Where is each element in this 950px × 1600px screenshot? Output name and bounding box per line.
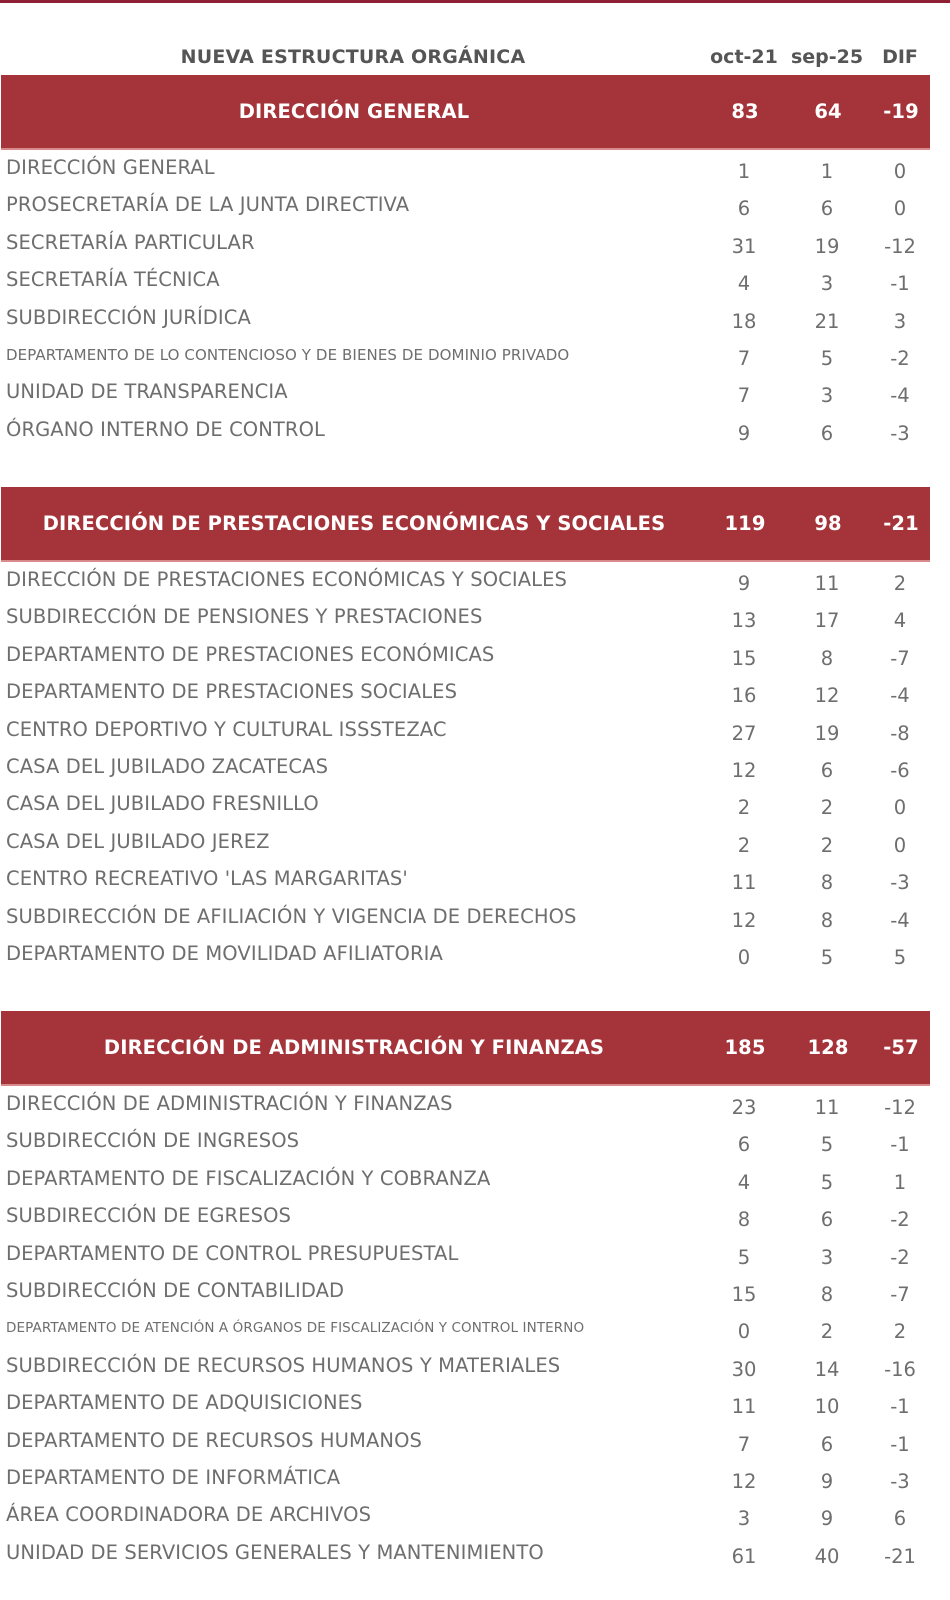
row-oct21: 12 — [731, 908, 757, 932]
table-row — [0, 340, 950, 377]
row-label: PROSECRETARÍA DE LA JUNTA DIRECTIVA — [6, 193, 410, 217]
row-dif: 0 — [893, 833, 907, 857]
row-dif: -1 — [890, 272, 910, 296]
table-row — [0, 902, 950, 939]
table-row — [0, 190, 950, 227]
row-dif: -21 — [884, 1544, 916, 1568]
row-oct21: 4 — [737, 272, 751, 296]
row-label: ÓRGANO INTERNO DE CONTROL — [6, 417, 325, 441]
section-oct21: 119 — [724, 512, 766, 535]
row-dif: -6 — [890, 759, 910, 782]
row-label: UNIDAD DE TRANSPARENCIA — [6, 380, 288, 404]
row-oct21: 16 — [731, 684, 757, 708]
table-row — [0, 377, 950, 414]
row-oct21: 61 — [731, 1544, 757, 1568]
row-oct21: 0 — [737, 946, 751, 969]
row-label: SUBDIRECCIÓN DE INGRESOS — [6, 1129, 300, 1153]
table-row — [0, 864, 950, 901]
row-dif: -7 — [890, 646, 910, 670]
row-label: DIRECCIÓN GENERAL — [6, 156, 215, 179]
row-oct21: 12 — [731, 759, 757, 782]
row-oct21: 15 — [731, 1283, 757, 1306]
row-oct21: 13 — [731, 609, 757, 633]
row-sep25: 40 — [814, 1544, 840, 1568]
row-dif: -1 — [890, 1395, 910, 1419]
row-dif: 3 — [893, 309, 907, 333]
row-label: CASA DEL JUBILADO JEREZ — [6, 829, 270, 853]
row-oct21: 15 — [731, 646, 757, 670]
row-sep25: 9 — [820, 1470, 834, 1493]
table-row — [0, 1463, 950, 1500]
row-sep25: 12 — [814, 684, 840, 708]
row-sep25: 3 — [820, 384, 834, 408]
row-sep25: 3 — [820, 272, 834, 296]
table-row — [0, 1426, 950, 1463]
section-dif: -57 — [883, 1036, 919, 1059]
row-sep25: 2 — [820, 796, 834, 820]
row-oct21: 9 — [737, 421, 751, 445]
row-dif: -8 — [890, 721, 910, 745]
row-oct21: 11 — [731, 871, 757, 895]
row-label: DEPARTAMENTO DE INFORMÁTICA — [6, 1466, 341, 1489]
table-row — [0, 228, 950, 265]
row-sep25: 10 — [814, 1395, 840, 1419]
row-dif: -7 — [890, 1283, 910, 1306]
section-oct21: 185 — [724, 1036, 766, 1059]
row-oct21: 27 — [731, 721, 757, 745]
row-oct21: 0 — [737, 1320, 751, 1344]
table-row — [0, 1500, 950, 1537]
row-label: DIRECCIÓN DE PRESTACIONES ECONÓMICAS Y SOCIALES — [6, 568, 568, 591]
row-sep25: 6 — [820, 421, 834, 445]
row-label: CENTRO RECREATIVO 'LAS MARGARITAS' — [6, 867, 408, 891]
row-sep25: 1 — [820, 160, 834, 183]
row-sep25: 11 — [814, 1096, 840, 1119]
row-oct21: 9 — [737, 572, 751, 595]
row-label: CENTRO DEPORTIVO Y CULTURAL ISSSTEZAC — [6, 717, 447, 741]
row-oct21: 11 — [731, 1395, 757, 1419]
row-sep25: 2 — [820, 833, 834, 857]
row-oct21: 12 — [731, 1470, 757, 1493]
row-label: DEPARTAMENTO DE MOVILIDAD AFILIATORIA — [6, 942, 443, 965]
row-dif: -2 — [890, 347, 910, 370]
table-row — [0, 1538, 950, 1575]
table-row — [0, 1313, 950, 1350]
table-row — [0, 1388, 950, 1425]
row-label: DEPARTAMENTO DE ADQUISICIONES — [6, 1391, 363, 1415]
table-row — [0, 265, 950, 302]
row-dif: 5 — [893, 946, 907, 969]
row-oct21: 8 — [737, 1208, 751, 1232]
section-dif: -19 — [883, 100, 919, 123]
table-row — [0, 415, 950, 452]
row-sep25: 14 — [814, 1357, 840, 1381]
row-dif: -2 — [890, 1208, 910, 1232]
row-sep25: 21 — [814, 309, 840, 333]
row-label: SUBDIRECCIÓN DE EGRESOS — [6, 1204, 292, 1228]
section-title: DIRECCIÓN GENERAL — [238, 100, 470, 123]
section-band-administracion — [1, 1011, 930, 1086]
row-dif: 4 — [893, 609, 907, 633]
section-band-prestaciones — [1, 487, 930, 562]
table-row — [0, 1351, 950, 1388]
section-sep25: 128 — [807, 1036, 849, 1059]
row-label: DEPARTAMENTO DE PRESTACIONES SOCIALES — [6, 680, 458, 704]
table-row — [0, 1126, 950, 1163]
row-label: DEPARTAMENTO DE PRESTACIONES ECONÓMICAS — [6, 642, 495, 666]
row-dif: -3 — [890, 871, 910, 895]
row-sep25: 6 — [820, 1208, 834, 1232]
header-col-oct21: oct-21 — [710, 46, 778, 68]
row-oct21: 3 — [737, 1507, 751, 1531]
row-dif: -4 — [890, 384, 910, 408]
row-sep25: 3 — [820, 1245, 834, 1269]
section-title: DIRECCIÓN DE ADMINISTRACIÓN Y FINANZAS — [103, 1036, 605, 1059]
row-oct21: 6 — [737, 1133, 751, 1157]
row-sep25: 8 — [820, 1283, 834, 1306]
row-dif: 0 — [893, 796, 907, 820]
table-row — [0, 153, 950, 190]
row-sep25: 8 — [820, 646, 834, 670]
row-dif: 2 — [893, 572, 907, 595]
row-dif: 0 — [893, 160, 907, 183]
table-row — [0, 677, 950, 714]
table-row — [0, 565, 950, 602]
header-col-dif: DIF — [882, 46, 918, 68]
row-oct21: 23 — [731, 1096, 757, 1119]
row-label: DEPARTAMENTO DE ATENCIÓN A ÓRGANOS DE FISCALIZACIÓN Y CONTROL INTERNO — [6, 1320, 585, 1337]
row-oct21: 1 — [737, 160, 751, 183]
row-label: UNIDAD DE SERVICIOS GENERALES Y MANTENIMIENTO — [6, 1540, 544, 1564]
row-dif: -4 — [890, 908, 910, 932]
row-sep25: 5 — [820, 347, 834, 370]
row-sep25: 9 — [820, 1507, 834, 1531]
row-label: SECRETARÍA TÉCNICA — [6, 268, 220, 292]
top-divider-line — [0, 0, 950, 3]
row-dif: 0 — [893, 197, 907, 221]
section-dif: -21 — [883, 512, 919, 535]
row-oct21: 5 — [737, 1245, 751, 1269]
row-dif: -12 — [884, 234, 916, 258]
section-title: DIRECCIÓN DE PRESTACIONES ECONÓMICAS Y SOCIALES — [42, 512, 666, 535]
table-row — [0, 752, 950, 789]
row-oct21: 18 — [731, 309, 757, 333]
row-label: CASA DEL JUBILADO FRESNILLO — [6, 792, 319, 816]
row-sep25: 5 — [820, 1133, 834, 1157]
row-sep25: 5 — [820, 1170, 834, 1194]
row-sep25: 19 — [814, 234, 840, 258]
row-label: DIRECCIÓN DE ADMINISTRACIÓN Y FINANZAS — [6, 1092, 453, 1115]
row-sep25: 19 — [814, 721, 840, 745]
table-row — [0, 939, 950, 976]
row-sep25: 6 — [820, 759, 834, 782]
row-oct21: 7 — [737, 1432, 751, 1456]
row-label: DEPARTAMENTO DE RECURSOS HUMANOS — [6, 1428, 423, 1452]
row-dif: -3 — [890, 421, 910, 445]
table-row — [0, 789, 950, 826]
table-row — [0, 1164, 950, 1201]
table-row — [0, 602, 950, 639]
row-sep25: 8 — [820, 871, 834, 895]
row-oct21: 2 — [737, 796, 751, 820]
row-oct21: 7 — [737, 384, 751, 408]
row-label: CASA DEL JUBILADO ZACATECAS — [6, 755, 329, 778]
row-label: DEPARTAMENTO DE LO CONTENCIOSO Y DE BIENES DE DOMINIO PRIVADO — [6, 346, 570, 364]
row-dif: 1 — [893, 1170, 907, 1194]
section-band-direccion-general — [1, 75, 930, 150]
row-sep25: 11 — [814, 572, 840, 595]
row-dif: -12 — [884, 1096, 916, 1119]
table-row — [0, 1201, 950, 1238]
row-oct21: 31 — [731, 234, 757, 258]
header-title: NUEVA ESTRUCTURA ORGÁNICA — [180, 46, 526, 68]
row-label: SECRETARÍA PARTICULAR — [6, 230, 255, 254]
row-label: SUBDIRECCIÓN DE CONTABILIDAD — [6, 1279, 345, 1302]
row-dif: 2 — [893, 1320, 907, 1344]
row-label: SUBDIRECCIÓN JURÍDICA — [6, 305, 251, 329]
table-row — [0, 827, 950, 864]
row-sep25: 6 — [820, 1432, 834, 1456]
row-sep25: 17 — [814, 609, 840, 633]
table-row — [0, 1239, 950, 1276]
row-dif: -1 — [890, 1133, 910, 1157]
row-label: ÁREA COORDINADORA DE ARCHIVOS — [6, 1503, 372, 1527]
table-row — [0, 1089, 950, 1126]
row-dif: -16 — [884, 1357, 916, 1381]
row-oct21: 4 — [737, 1170, 751, 1194]
row-oct21: 6 — [737, 197, 751, 221]
row-dif: -1 — [890, 1432, 910, 1456]
row-dif: 6 — [893, 1507, 907, 1531]
section-sep25: 98 — [814, 512, 842, 535]
row-sep25: 2 — [820, 1320, 834, 1344]
row-dif: -2 — [890, 1245, 910, 1269]
section-oct21: 83 — [731, 100, 759, 123]
row-oct21: 2 — [737, 833, 751, 857]
row-sep25: 8 — [820, 908, 834, 932]
row-label: DEPARTAMENTO DE CONTROL PRESUPUESTAL — [6, 1241, 459, 1265]
table-row — [0, 1276, 950, 1313]
row-sep25: 5 — [820, 946, 834, 969]
row-label: SUBDIRECCIÓN DE RECURSOS HUMANOS Y MATERIALES — [6, 1353, 561, 1377]
row-label: SUBDIRECCIÓN DE AFILIACIÓN Y VIGENCIA DE DERECHOS — [6, 904, 577, 928]
row-oct21: 30 — [731, 1357, 757, 1381]
row-sep25: 6 — [820, 197, 834, 221]
header-col-sep25: sep-25 — [790, 46, 864, 68]
row-label: DEPARTAMENTO DE FISCALIZACIÓN Y COBRANZA — [6, 1166, 491, 1190]
row-dif: -4 — [890, 684, 910, 708]
row-dif: -3 — [890, 1470, 910, 1493]
section-sep25: 64 — [814, 100, 842, 123]
row-label: SUBDIRECCIÓN DE PENSIONES Y PRESTACIONES — [6, 605, 483, 629]
table-row — [0, 303, 950, 340]
table-row — [0, 715, 950, 752]
table-row — [0, 640, 950, 677]
row-oct21: 7 — [737, 347, 751, 370]
